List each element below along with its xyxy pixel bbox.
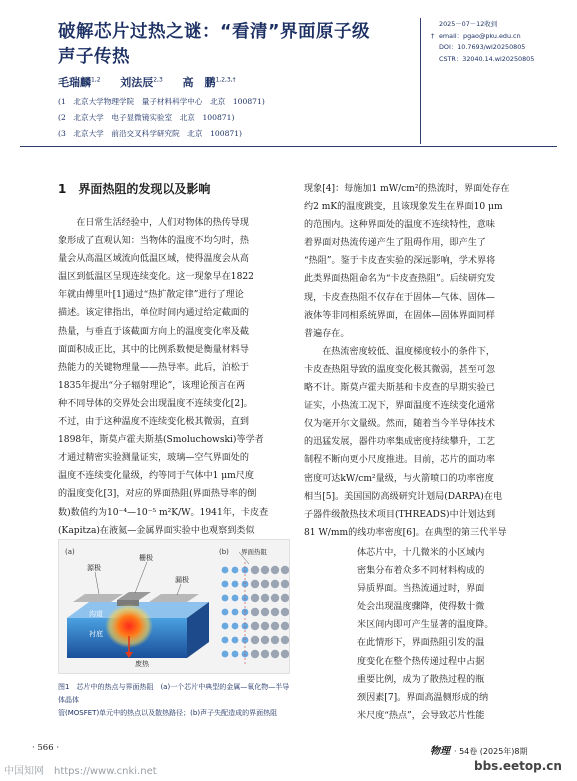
atom (271, 622, 279, 630)
atom (222, 609, 229, 616)
label-substrate: 衬底 (89, 630, 103, 638)
label-waste-heat: 废热 (135, 660, 149, 668)
label-interface-resistance: 界面热阻 (241, 548, 267, 556)
text-line: 异质界面。当热流通过时，界面 (357, 584, 485, 595)
section-title: 界面热阻的发现以及影响 (78, 182, 211, 196)
drain-pad (149, 594, 199, 602)
text-line: 数)数值约为10⁻⁴—10⁻⁵ m²K/W。1941年，卡皮查 (58, 507, 269, 518)
atom (222, 595, 229, 602)
text-line: 此类界面热阻命名为“卡皮查热阻”。后续研究发 (304, 274, 496, 285)
article-title (58, 20, 418, 70)
page-number: · 566 · (32, 743, 60, 753)
atom (232, 567, 239, 574)
label-drain: 漏极 (175, 576, 189, 584)
figure-caption-line-1: 图1 芯片中的热点与界面热阻 (a)一个芯片中典型的金属—氧化物—半导体晶体 (58, 683, 290, 704)
text-line: 度变化在整个热传递过程中占据 (357, 656, 485, 667)
atom (222, 651, 229, 658)
gate-top (117, 592, 151, 600)
journal-issue (430, 742, 528, 757)
atom (251, 650, 259, 658)
atom (232, 581, 239, 588)
text-line: 1835年提出“分子辐射理论”，该理论预言在两 (58, 380, 246, 391)
text-line: (Kapitza)在液氦—金属界面实验中也观察到类似 (58, 525, 255, 536)
dagger-mark: † (431, 31, 435, 40)
atom (281, 608, 289, 616)
title-line-2: 声子传热 (58, 47, 130, 67)
doi[interactable]: DOI：10.7693/wl20250805 (439, 43, 526, 52)
atom (251, 608, 259, 616)
text-line: 颈因素[7]。界面高温侧形成的纳 (357, 692, 489, 703)
atom (281, 650, 289, 658)
atom (261, 566, 269, 574)
text-line: 在此情形下，界面热阻引发的温 (357, 638, 485, 649)
atom (232, 651, 239, 658)
text-line: 在日常生活经验中，人们对物体的热传导现 (58, 218, 249, 228)
atom (281, 636, 289, 644)
atom (281, 594, 289, 602)
text-line: 制程不断向更小尺度推进。目前，芯片的面功率 (304, 455, 495, 466)
text-line: 略不计。斯莫卢霍夫斯基和卡皮查的早期实验已 (304, 383, 495, 394)
label-source: 源极 (87, 564, 101, 572)
panel-a-label: (a) (65, 548, 75, 556)
atom (222, 581, 229, 588)
atom (281, 580, 289, 588)
atom (271, 594, 279, 602)
atom (281, 566, 289, 574)
right-column-text-top (304, 180, 509, 542)
text-line: 重要比例，成为了散热过程的瓶 (357, 674, 485, 685)
text-line: 温区到低温区呈现连续变化。这一现象早在1822 (58, 272, 254, 283)
header-rule (20, 146, 557, 147)
atom (261, 580, 269, 588)
panel-b-label: (b) (219, 548, 229, 556)
figure-caption-line-2: 管(MOSFET)单元中的热点以及散热路径；(b)声子失配造成的界面热阻 (58, 709, 278, 717)
text-line: 证实，小热流工况下，界面温度不连续变化通常 (304, 401, 495, 412)
text-line: 热量，与垂直于该截面方向上的温度变化率及截 (58, 326, 249, 337)
author-2: 刘法辰$^{2,3}$ (120, 76, 163, 89)
text-line: 量会从高温区域流向低温区域，使得温度会从高 (58, 254, 249, 265)
affiliation-3: (3 北京大学 前沿交叉科学研究院 北京 100871) (58, 129, 243, 139)
text-line: 米区间内即可产生显著的温度降。 (357, 620, 494, 631)
watermark-eetop: bbs.eetop.cn (474, 759, 562, 773)
atom (271, 566, 279, 574)
text-line: 现，卡皮查热阻不仅存在于固体—气体、固体— (304, 292, 495, 303)
atom (232, 595, 239, 602)
atom (251, 566, 259, 574)
atom (232, 609, 239, 616)
left-column-text (58, 214, 268, 540)
atom (271, 650, 279, 658)
atom (261, 608, 269, 616)
text-line: 密集分布着众多不同材料构成的 (357, 566, 485, 577)
text-line: 年就由傅里叶[1]通过“热扩散定律”进行了理论 (58, 290, 244, 301)
author-1: 毛瑞麟$^{1,2}$ (58, 76, 101, 89)
title-line-1: 破解芯片过热之谜：“看清”界面原子级 (58, 22, 371, 42)
atom (261, 594, 269, 602)
atom (261, 650, 269, 658)
text-line: 描述。该定律指出，单位时间内通过给定截面的 (58, 308, 249, 319)
source-pad (73, 594, 123, 602)
text-line: 1898年，斯莫卢霍夫斯基(Smoluchowski)等学者 (58, 435, 264, 446)
text-line: 米尺度“热点”，会导致芯片性能 (357, 710, 485, 721)
text-line: 约2 mK的温度跳变，且该现象发生在界面10 μm (304, 202, 503, 213)
atom (232, 637, 239, 644)
text-line: 的迅猛发展，器件功率集成密度持续攀升，工艺 (304, 437, 495, 448)
atom (222, 637, 229, 644)
author-list (58, 74, 236, 90)
affiliations (58, 94, 265, 143)
text-line: 子器件级散热技术项目(THREADS)中计划达到 (304, 509, 496, 520)
corresponding-email[interactable]: email：pgao@pku.edu.cn (439, 31, 521, 40)
text-line: 在热流密度较低、温度梯度较小的条件下， (304, 346, 495, 357)
text-line: 密度可达kW/cm²量级，与火箭喷口的功率密度 (304, 473, 494, 484)
atom (251, 580, 259, 588)
atom (271, 580, 279, 588)
text-line: 热能力的关键物理量——热导率。此后，泊松于 (58, 362, 249, 373)
atom (251, 636, 259, 644)
text-line: 不过，由于这种温度不连续变化极其微弱，直到 (58, 417, 249, 428)
atom (222, 567, 229, 574)
text-line: 才通过精密实验测量证实，玻璃—空气界面处的 (58, 453, 249, 464)
affiliation-2: (2 北京大学 电子显微镜实验室 北京 100871) (58, 113, 235, 123)
atom-lattice (222, 566, 289, 658)
section-heading (58, 180, 210, 197)
article-meta (431, 19, 534, 65)
received-date: 2025－07－12收到 (439, 20, 498, 28)
text-line: 种不同导体的交界处会出现温度不连续变化[2]。 (58, 398, 253, 409)
text-line: 仅为毫开尔文量级。然而，随着当今半导体技术 (304, 419, 495, 430)
atom (251, 594, 259, 602)
right-column-text-bottom (357, 544, 493, 725)
text-line: 液体等非同相系统界面，在固体—固体界面同样 (304, 310, 495, 321)
figure-1 (58, 539, 290, 674)
figure-caption (58, 681, 290, 720)
text-line: 81 W/mm的线功率密度[6]。在典型的第三代半导 (304, 527, 507, 538)
journal-name: 物理 (430, 746, 450, 757)
cstr: CSTR：32040.14.wl20250805 (439, 54, 535, 63)
header-divider (420, 18, 421, 144)
atom (271, 608, 279, 616)
text-line: 现象[4]：每施加1 mW/cm²的热流时，界面处存在 (304, 184, 510, 194)
text-line: 的温度变化[3]，对应的界面热阻(界面热导率的倒 (58, 489, 257, 500)
author-3: 高 鹏$^{1,2,3,\dagger}$ (182, 76, 236, 89)
text-line: 面面积成正比，其中的比例系数便是衡量材料导 (58, 344, 249, 355)
atom (261, 622, 269, 630)
text-line: 温度不连续变化量级，约等同于气体中1 μm尺度 (58, 471, 254, 482)
text-line: 体芯片中，十几微米的小区域内 (357, 548, 485, 558)
section-number: 1 (58, 182, 67, 196)
watermark-cnki: 中国知网 https://www.cnki.net (4, 766, 157, 777)
text-line: 普遍存在。 (304, 328, 350, 339)
atom (261, 636, 269, 644)
label-gate: 栅极 (139, 554, 153, 562)
text-line: 相当[5]。美国国防高级研究计划局(DARPA)在电 (304, 491, 503, 502)
atom (232, 623, 239, 630)
figure-1-graphic (59, 540, 289, 673)
text-line: 象形成了直观认知：当物体的温度不均匀时，热 (58, 236, 249, 247)
atom (222, 623, 229, 630)
volume-issue: · 54卷 (2025年)8期 (454, 747, 528, 756)
text-line: 处会出现温度骤降，使得数十微 (357, 602, 485, 613)
text-line: 的范围内。这种界面处的温度不连续特性，意味 (304, 220, 495, 231)
text-line: “热阻”。鉴于卡皮查实验的深远影响，学术界将 (304, 256, 496, 267)
atom (281, 622, 289, 630)
affiliation-1: (1 北京大学物理学院 量子材料科学中心 北京 100871) (58, 97, 265, 106)
atom (271, 636, 279, 644)
text-line: 着界面对热流传递产生了阻碍作用，即产生了 (304, 238, 486, 249)
atom (251, 622, 259, 630)
text-line: 卡皮查热阻导致的温度变化极其微弱，甚至可忽 (304, 364, 495, 375)
label-channel: 沟道 (89, 610, 103, 618)
